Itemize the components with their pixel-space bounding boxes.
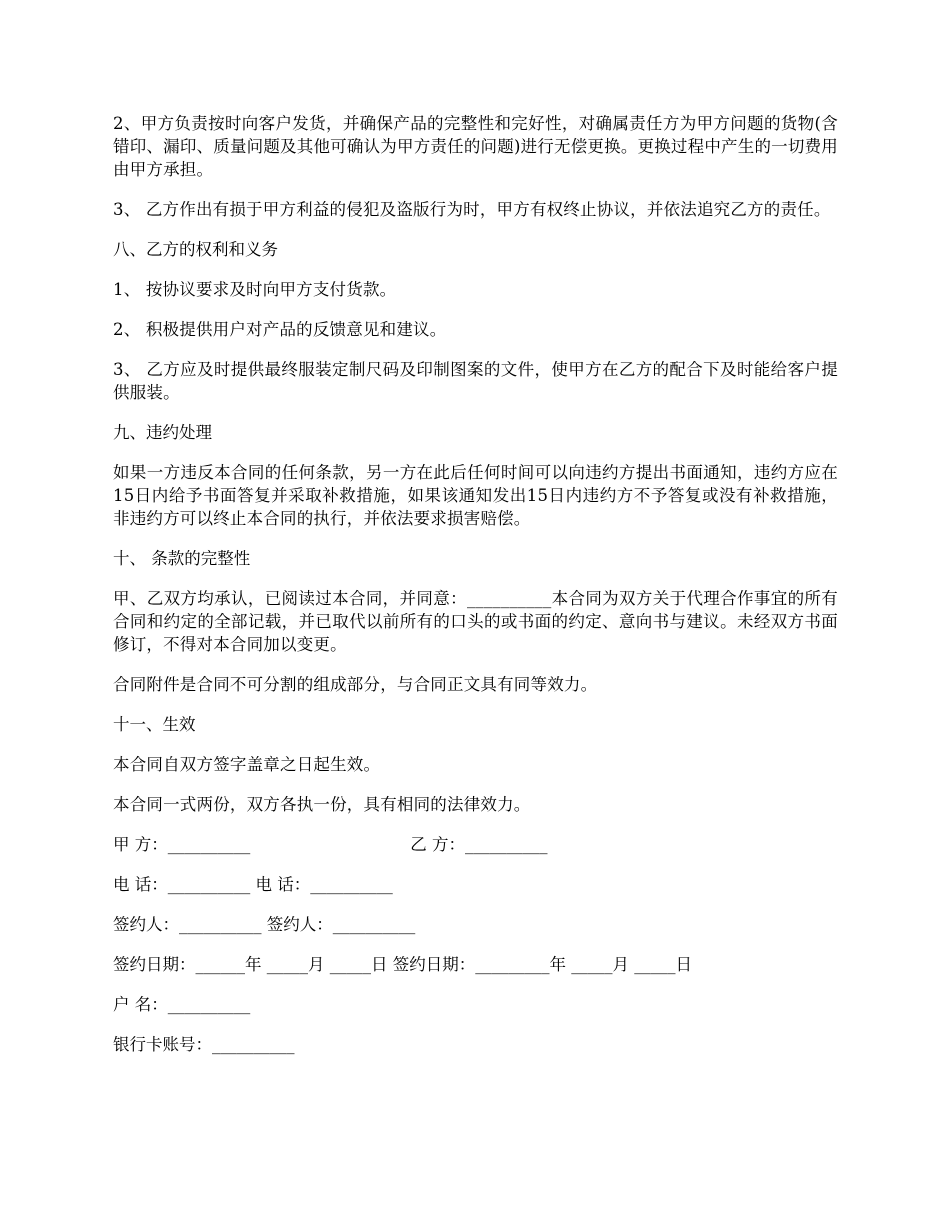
bank-card-field: 银行卡账号：__________ xyxy=(113,1035,295,1054)
clause-7-item-3: 3、 乙方作出有损于甲方利益的侵犯及盗版行为时，甲方有权终止协议，并依法追究乙方的责任。 xyxy=(113,200,831,219)
bank-card-row xyxy=(113,1033,838,1056)
clause-7-item-2: 2、甲方负责按时向客户发货，并确保产品的完整性和完好性，对确属责任方为甲方问题的货物(含错印、漏印、质量问题及其他可确认为甲方责任的问题)进行无偿更换。更换过程中产生的一切费用由甲方承担。 xyxy=(113,114,838,179)
clause-11-copies: 本合同一式两份，双方各执一份，具有相同的法律效力。 xyxy=(113,795,531,814)
clause-8-item-2: 2、 积极提供用户对产品的反馈意见和建议。 xyxy=(113,320,447,339)
date-fields: 签约日期：______年 _____月 _____日 签约日期：_________年 _____月 _____日 xyxy=(113,955,692,974)
clause-10-attachment: 合同附件是合同不可分割的组成部分，与合同正文具有同等效力。 xyxy=(113,675,598,694)
section-heading-9: 九、违约处理 xyxy=(113,423,212,442)
account-name-field: 户 名：__________ xyxy=(113,995,251,1014)
clause-8-item-3: 3、 乙方应及时提供最终服装定制尺码及印制图案的文件，使甲方在乙方的配合下及时能给客户提供服装。 xyxy=(113,360,838,402)
account-name-row xyxy=(113,993,838,1016)
phone-fields: 电 话：__________ 电 话：__________ xyxy=(113,875,393,894)
party-a-field: 甲 方：__________ xyxy=(113,835,251,854)
section-heading-11: 十一、生效 xyxy=(113,715,196,734)
contract-page xyxy=(113,112,838,1073)
signature-parties-row xyxy=(113,833,838,856)
clause-11-effective: 本合同自双方签字盖章之日起生效。 xyxy=(113,755,381,774)
section-heading-10: 十、 条款的完整性 xyxy=(113,549,251,568)
signature-date-row xyxy=(113,953,838,976)
clause-8-item-1: 1、 按协议要求及时向甲方支付货款。 xyxy=(113,280,397,299)
signature-phone-row xyxy=(113,873,838,896)
clause-9-body: 如果一方违反本合同的任何条款，另一方在此后任何时间可以向违约方提出书面通知，违约方应在15日内给予书面答复并采取补救措施，如果该通知发出15日内违约方不予答复或没有补救措施，非违约方可以终止本合同的执行，并依法要求损害赔偿。 xyxy=(113,463,838,528)
signature-signer-row xyxy=(113,913,838,936)
party-b-field: 乙 方：__________ xyxy=(410,835,548,854)
clause-10-body: 甲、乙双方均承认，已阅读过本合同，并同意：__________本合同为双方关于代理合作事宜的所有合同和约定的全部记载，并已取代以前所有的口头的或书面的约定、意向书与建议。未经双方书面修订，不得对本合同加以变更。 xyxy=(113,589,838,654)
section-heading-8: 八、乙方的权利和义务 xyxy=(113,240,278,259)
signer-fields: 签约人：__________ 签约人：__________ xyxy=(113,915,416,934)
